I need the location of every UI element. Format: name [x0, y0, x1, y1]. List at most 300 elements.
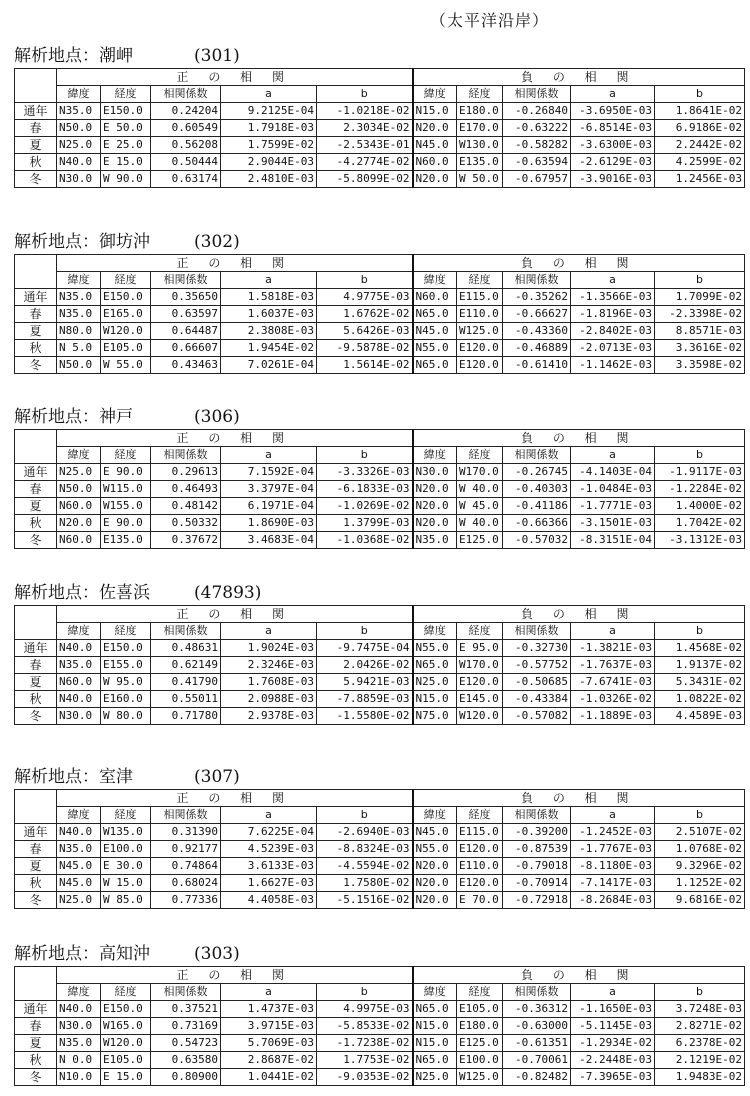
table-cell: N80.0	[57, 323, 101, 340]
table-cell: 1.7918E-03	[221, 120, 317, 137]
table-cell: E150.0	[101, 103, 151, 120]
table-cell: 1.0768E-02	[655, 841, 745, 858]
table-cell: 9.2125E-04	[221, 103, 317, 120]
table-cell: 2.0988E-03	[221, 691, 317, 708]
column-header: 緯度	[413, 447, 457, 464]
table-cell: 0.71780	[151, 708, 221, 725]
table-cell: N20.0	[413, 498, 457, 515]
table-cell: -1.0326E-02	[571, 691, 655, 708]
season-label: 秋	[15, 340, 57, 357]
table-cell: E160.0	[101, 691, 151, 708]
table-cell: 6.2378E-02	[655, 1035, 745, 1052]
table-row	[15, 1035, 745, 1052]
table-cell: -6.8514E-03	[571, 120, 655, 137]
table-cell: 9.3296E-02	[655, 858, 745, 875]
table-cell: N40.0	[57, 824, 101, 841]
table-cell: -1.5580E-02	[317, 708, 413, 725]
table-cell: 0.54723	[151, 1035, 221, 1052]
column-header: 相関係数	[151, 272, 221, 289]
station-name: 解析地点：潮岬	[14, 46, 133, 66]
table-cell: N45.0	[413, 824, 457, 841]
table-cell: 1.8641E-02	[655, 103, 745, 120]
table-cell: -0.39200	[503, 824, 571, 841]
table-cell: 2.2442E-02	[655, 137, 745, 154]
table-cell: -1.7238E-02	[317, 1035, 413, 1052]
table-row	[15, 640, 745, 657]
table-cell: E100.0	[101, 841, 151, 858]
station-title	[14, 228, 734, 254]
column-header-row	[15, 272, 745, 289]
table-cell: 0.37521	[151, 1001, 221, 1018]
correlation-table	[14, 429, 745, 549]
column-header: 緯度	[57, 623, 101, 640]
table-cell: E 90.0	[101, 464, 151, 481]
table-cell: N40.0	[57, 1001, 101, 1018]
table-cell: 5.3431E-02	[655, 674, 745, 691]
table-cell: -0.50685	[503, 674, 571, 691]
corner-cell	[15, 430, 57, 464]
table-cell: 3.4683E-04	[221, 532, 317, 549]
table-cell: E120.0	[457, 357, 503, 374]
negative-correlation-header: 負 の 相 関	[413, 606, 745, 623]
table-cell: -9.0353E-02	[317, 1069, 413, 1086]
column-header: 経度	[101, 623, 151, 640]
table-cell: W 55.0	[101, 357, 151, 374]
table-cell: 1.7608E-03	[221, 674, 317, 691]
table-cell: N55.0	[413, 340, 457, 357]
table-cell: -7.8859E-03	[317, 691, 413, 708]
season-label: 冬	[15, 708, 57, 725]
table-cell: 2.1219E-02	[655, 1052, 745, 1069]
group-header-row	[15, 430, 745, 447]
column-header: 経度	[101, 447, 151, 464]
table-row	[15, 657, 745, 674]
table-cell: -0.61410	[503, 357, 571, 374]
region-label: （太平洋沿岸）	[430, 11, 550, 30]
table-cell: -0.70914	[503, 875, 571, 892]
table-cell: E115.0	[457, 289, 503, 306]
table-cell: -1.8196E-03	[571, 306, 655, 323]
table-row	[15, 103, 745, 120]
season-label: 秋	[15, 515, 57, 532]
table-cell: 0.48631	[151, 640, 221, 657]
station-code: (47893)	[194, 583, 262, 603]
table-cell: -1.2284E-02	[655, 481, 745, 498]
table-cell: N20.0	[413, 515, 457, 532]
table-cell: E105.0	[101, 1052, 151, 1069]
table-cell: -3.3326E-03	[317, 464, 413, 481]
column-header-row	[15, 86, 745, 103]
table-cell: N20.0	[413, 858, 457, 875]
table-row	[15, 357, 745, 374]
season-label: 冬	[15, 171, 57, 188]
table-cell: 2.3808E-03	[221, 323, 317, 340]
table-cell: E105.0	[457, 1001, 503, 1018]
table-cell: 2.8271E-02	[655, 1018, 745, 1035]
column-header: 緯度	[413, 623, 457, 640]
table-cell: N10.0	[57, 1069, 101, 1086]
negative-correlation-header: 負 の 相 関	[413, 69, 745, 86]
column-header: 緯度	[57, 984, 101, 1001]
table-cell: N45.0	[413, 137, 457, 154]
table-cell: 5.6426E-03	[317, 323, 413, 340]
table-cell: 0.68024	[151, 875, 221, 892]
table-row	[15, 340, 745, 357]
table-cell: W 95.0	[101, 674, 151, 691]
table-row	[15, 1052, 745, 1069]
column-header: 相関係数	[503, 807, 571, 824]
column-header: b	[317, 447, 413, 464]
table-cell: E 25.0	[101, 137, 151, 154]
positive-correlation-header: 正 の 相 関	[57, 606, 413, 623]
table-cell: W170.0	[457, 464, 503, 481]
column-header: 相関係数	[151, 984, 221, 1001]
column-header: 緯度	[57, 807, 101, 824]
table-cell: E 30.0	[101, 858, 151, 875]
table-cell: N20.0	[57, 515, 101, 532]
table-cell: 4.9775E-03	[317, 289, 413, 306]
table-cell: N65.0	[413, 357, 457, 374]
correlation-table	[14, 254, 745, 374]
column-header: 相関係数	[151, 447, 221, 464]
table-cell: -0.61351	[503, 1035, 571, 1052]
table-cell: E120.0	[457, 340, 503, 357]
season-label: 夏	[15, 1035, 57, 1052]
table-cell: N15.0	[413, 103, 457, 120]
table-cell: 3.9715E-03	[221, 1018, 317, 1035]
positive-correlation-header: 正 の 相 関	[57, 69, 413, 86]
table-cell: 3.6133E-03	[221, 858, 317, 875]
table-row	[15, 306, 745, 323]
season-label: 通年	[15, 824, 57, 841]
table-row	[15, 824, 745, 841]
table-cell: N55.0	[413, 640, 457, 657]
column-header: a	[221, 447, 317, 464]
table-cell: 1.7042E-02	[655, 515, 745, 532]
table-cell: N30.0	[57, 1018, 101, 1035]
table-cell: W135.0	[101, 824, 151, 841]
table-cell: W 50.0	[457, 171, 503, 188]
table-cell: N45.0	[413, 323, 457, 340]
table-row	[15, 841, 745, 858]
table-cell: W120.0	[101, 1035, 151, 1052]
table-cell: 0.50332	[151, 515, 221, 532]
table-cell: 0.62149	[151, 657, 221, 674]
table-cell: -0.66627	[503, 306, 571, 323]
season-label: 通年	[15, 1001, 57, 1018]
table-cell: N35.0	[57, 841, 101, 858]
table-cell: N75.0	[413, 708, 457, 725]
table-cell: -4.1403E-04	[571, 464, 655, 481]
column-header: 相関係数	[503, 86, 571, 103]
negative-correlation-header: 負 の 相 関	[413, 967, 745, 984]
table-cell: N55.0	[413, 841, 457, 858]
season-label: 春	[15, 841, 57, 858]
table-cell: N65.0	[413, 306, 457, 323]
table-cell: 0.55011	[151, 691, 221, 708]
table-cell: 7.6225E-04	[221, 824, 317, 841]
table-cell: 3.3797E-04	[221, 481, 317, 498]
column-header: 経度	[457, 807, 503, 824]
table-cell: N60.0	[57, 674, 101, 691]
table-cell: E115.0	[457, 824, 503, 841]
column-header: a	[571, 86, 655, 103]
table-cell: 0.64487	[151, 323, 221, 340]
table-cell: -2.6129E-03	[571, 154, 655, 171]
table-cell: N50.0	[57, 481, 101, 498]
table-row	[15, 708, 745, 725]
table-cell: 1.9137E-02	[655, 657, 745, 674]
group-header-row	[15, 255, 745, 272]
table-cell: 3.3598E-02	[655, 357, 745, 374]
table-cell: N60.0	[413, 289, 457, 306]
table-cell: -0.57032	[503, 532, 571, 549]
table-cell: N60.0	[57, 498, 101, 515]
table-row	[15, 154, 745, 171]
station-code: (301)	[194, 46, 240, 66]
table-cell: N15.0	[413, 1018, 457, 1035]
table-row	[15, 171, 745, 188]
table-cell: 3.3616E-02	[655, 340, 745, 357]
table-row	[15, 1018, 745, 1035]
table-cell: N60.0	[57, 532, 101, 549]
table-cell: E135.0	[101, 532, 151, 549]
table-cell: E125.0	[457, 532, 503, 549]
table-cell: 0.92177	[151, 841, 221, 858]
table-cell: -1.0368E-02	[317, 532, 413, 549]
table-cell: -1.0484E-03	[571, 481, 655, 498]
table-cell: N15.0	[413, 691, 457, 708]
column-header-row	[15, 807, 745, 824]
season-label: 通年	[15, 640, 57, 657]
table-cell: 1.8690E-03	[221, 515, 317, 532]
table-cell: -7.3965E-03	[571, 1069, 655, 1086]
table-cell: W 80.0	[101, 708, 151, 725]
column-header: 経度	[457, 447, 503, 464]
column-header: b	[317, 623, 413, 640]
table-cell: E180.0	[457, 1018, 503, 1035]
station-code: (306)	[194, 407, 240, 427]
table-cell: 4.2599E-02	[655, 154, 745, 171]
column-header: a	[221, 272, 317, 289]
station-name: 解析地点：佐喜浜	[14, 583, 150, 603]
table-cell: E105.0	[101, 340, 151, 357]
season-label: 春	[15, 306, 57, 323]
column-header: b	[655, 984, 745, 1001]
table-cell: 0.56208	[151, 137, 221, 154]
table-cell: N20.0	[413, 171, 457, 188]
table-row	[15, 137, 745, 154]
corner-cell	[15, 255, 57, 289]
table-cell: 0.63174	[151, 171, 221, 188]
table-cell: N65.0	[413, 1052, 457, 1069]
season-label: 秋	[15, 691, 57, 708]
table-cell: 7.0261E-04	[221, 357, 317, 374]
table-cell: 1.3799E-03	[317, 515, 413, 532]
station-title	[14, 940, 734, 966]
column-header: 経度	[457, 272, 503, 289]
table-cell: -0.87539	[503, 841, 571, 858]
table-row	[15, 464, 745, 481]
table-cell: N35.0	[57, 289, 101, 306]
table-cell: -0.26840	[503, 103, 571, 120]
table-cell: 1.4000E-02	[655, 498, 745, 515]
table-row	[15, 1001, 745, 1018]
table-cell: -5.8099E-02	[317, 171, 413, 188]
table-cell: 8.8571E-03	[655, 323, 745, 340]
table-cell: 6.9186E-02	[655, 120, 745, 137]
table-cell: -1.0269E-02	[317, 498, 413, 515]
table-cell: N15.0	[413, 1035, 457, 1052]
table-cell: 1.5614E-02	[317, 357, 413, 374]
table-row	[15, 532, 745, 549]
station-title	[14, 403, 734, 429]
table-cell: -0.43360	[503, 323, 571, 340]
table-cell: N30.0	[413, 464, 457, 481]
table-row	[15, 289, 745, 306]
column-header: 経度	[101, 984, 151, 1001]
table-cell: E 15.0	[101, 154, 151, 171]
table-cell: N60.0	[413, 154, 457, 171]
table-cell: E165.0	[101, 306, 151, 323]
table-cell: E 95.0	[457, 640, 503, 657]
table-cell: -0.67957	[503, 171, 571, 188]
column-header: a	[221, 623, 317, 640]
column-header: a	[571, 807, 655, 824]
station-block	[14, 228, 743, 374]
table-cell: N30.0	[57, 171, 101, 188]
table-cell: 1.6627E-03	[221, 875, 317, 892]
table-cell: 5.9421E-03	[317, 674, 413, 691]
table-cell: N30.0	[57, 708, 101, 725]
table-cell: 0.35650	[151, 289, 221, 306]
table-cell: -9.7475E-04	[317, 640, 413, 657]
column-header: 緯度	[413, 984, 457, 1001]
table-cell: -0.40303	[503, 481, 571, 498]
table-cell: 0.80900	[151, 1069, 221, 1086]
table-cell: -2.6940E-03	[317, 824, 413, 841]
table-cell: N50.0	[57, 120, 101, 137]
station-name: 解析地点：高知沖	[14, 944, 150, 964]
table-cell: -0.26745	[503, 464, 571, 481]
table-cell: -0.32730	[503, 640, 571, 657]
table-cell: 1.2456E-03	[655, 171, 745, 188]
column-header-row	[15, 447, 745, 464]
table-cell: 2.3034E-02	[317, 120, 413, 137]
table-cell: -1.1650E-03	[571, 1001, 655, 1018]
table-row	[15, 674, 745, 691]
column-header-row	[15, 984, 745, 1001]
table-cell: 1.4737E-03	[221, 1001, 317, 1018]
table-cell: W125.0	[457, 323, 503, 340]
table-cell: -1.0218E-02	[317, 103, 413, 120]
station-code: (303)	[194, 944, 240, 964]
column-header: 緯度	[413, 86, 457, 103]
table-cell: 1.7580E-02	[317, 875, 413, 892]
table-cell: N65.0	[413, 657, 457, 674]
table-cell: -0.57752	[503, 657, 571, 674]
table-cell: 2.9044E-03	[221, 154, 317, 171]
table-cell: E110.0	[457, 858, 503, 875]
table-cell: 1.9024E-03	[221, 640, 317, 657]
season-label: 夏	[15, 137, 57, 154]
table-cell: N25.0	[57, 892, 101, 909]
table-cell: -8.8324E-03	[317, 841, 413, 858]
table-cell: N45.0	[57, 858, 101, 875]
column-header: a	[571, 623, 655, 640]
table-cell: W120.0	[101, 323, 151, 340]
table-cell: N20.0	[413, 120, 457, 137]
table-cell: -0.70061	[503, 1052, 571, 1069]
table-cell: -8.1180E-03	[571, 858, 655, 875]
table-cell: E150.0	[101, 289, 151, 306]
table-cell: -7.6741E-03	[571, 674, 655, 691]
column-header: a	[221, 807, 317, 824]
station-block	[14, 763, 743, 909]
column-header: 経度	[101, 272, 151, 289]
column-header: 経度	[457, 984, 503, 1001]
table-cell: -1.7767E-03	[571, 841, 655, 858]
table-cell: N50.0	[57, 357, 101, 374]
table-cell: N35.0	[57, 657, 101, 674]
table-cell: 0.48142	[151, 498, 221, 515]
table-cell: E135.0	[457, 154, 503, 171]
table-cell: -1.2452E-03	[571, 824, 655, 841]
season-label: 冬	[15, 892, 57, 909]
column-header: b	[317, 984, 413, 1001]
station-code: (302)	[194, 232, 240, 252]
table-row	[15, 498, 745, 515]
table-cell: 2.3246E-03	[221, 657, 317, 674]
table-cell: 1.0441E-02	[221, 1069, 317, 1086]
column-header: 相関係数	[151, 623, 221, 640]
table-cell: 1.4568E-02	[655, 640, 745, 657]
column-header: 相関係数	[503, 623, 571, 640]
table-cell: N25.0	[57, 464, 101, 481]
table-cell: 0.77336	[151, 892, 221, 909]
table-cell: -0.46889	[503, 340, 571, 357]
season-label: 冬	[15, 532, 57, 549]
table-cell: N20.0	[413, 892, 457, 909]
table-cell: -0.57082	[503, 708, 571, 725]
table-row	[15, 858, 745, 875]
table-cell: W 90.0	[101, 171, 151, 188]
column-header: b	[655, 447, 745, 464]
table-cell: N25.0	[413, 1069, 457, 1086]
table-cell: E110.0	[457, 306, 503, 323]
table-cell: N35.0	[57, 306, 101, 323]
column-header: b	[655, 623, 745, 640]
table-cell: 0.73169	[151, 1018, 221, 1035]
season-label: 春	[15, 481, 57, 498]
table-cell: -8.2684E-03	[571, 892, 655, 909]
column-header: a	[221, 86, 317, 103]
table-row	[15, 515, 745, 532]
table-row	[15, 120, 745, 137]
table-cell: W 40.0	[457, 515, 503, 532]
correlation-table	[14, 789, 745, 909]
table-cell: N35.0	[57, 1035, 101, 1052]
table-cell: -6.1833E-03	[317, 481, 413, 498]
table-cell: -2.2448E-03	[571, 1052, 655, 1069]
table-cell: E150.0	[101, 1001, 151, 1018]
station-title	[14, 42, 734, 68]
table-cell: -1.1462E-03	[571, 357, 655, 374]
station-title	[14, 763, 734, 789]
column-header: 相関係数	[503, 984, 571, 1001]
table-cell: -3.6300E-03	[571, 137, 655, 154]
table-row	[15, 892, 745, 909]
